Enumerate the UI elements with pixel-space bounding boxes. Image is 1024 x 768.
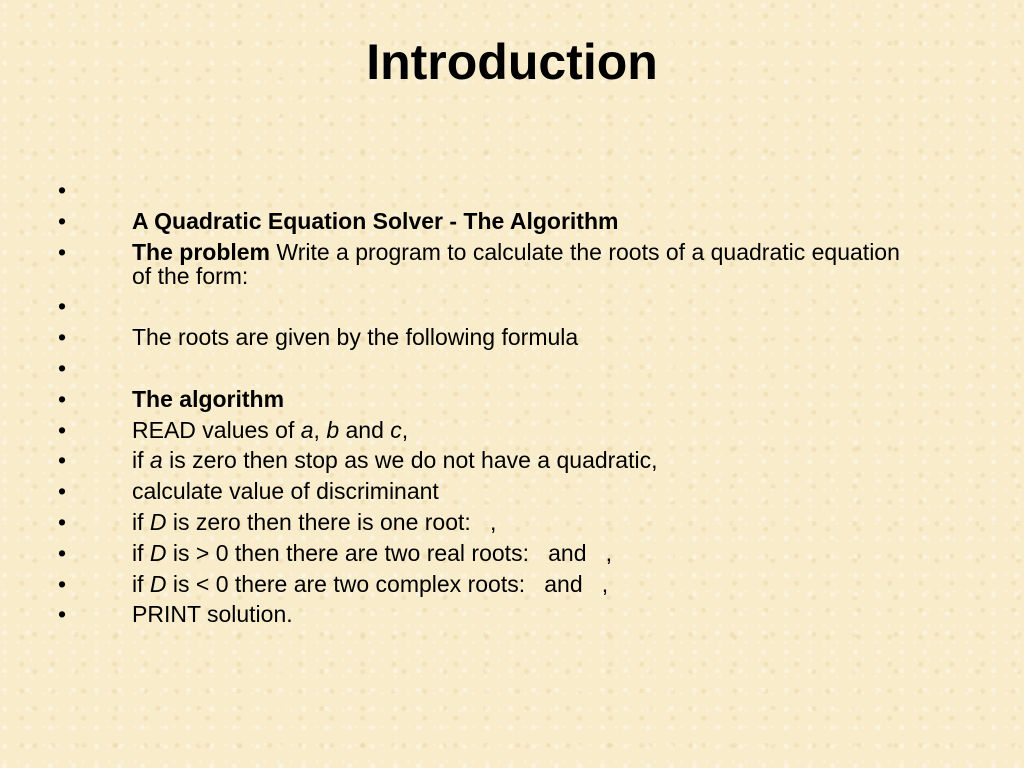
list-item [0,602,1024,626]
formula-intro-text: The roots are given by the following formula [132,324,579,351]
bullet-icon: • [58,478,67,505]
bullet-icon: • [58,293,67,320]
list-item [0,418,1024,442]
problem-label: The problem [132,238,271,265]
bullet-icon: • [58,354,67,381]
bullet-icon: • [58,539,67,566]
list-item [0,178,1024,202]
slide-title: Introduction [366,34,658,90]
list-item [0,572,1024,596]
bullet-icon: • [58,207,67,234]
list-item [0,387,1024,411]
step-text: , [313,416,327,443]
section-heading: A Quadratic Equation Solver - The Algorithm [132,207,619,234]
variable-b: b [326,416,340,443]
bullet-icon: • [58,238,67,265]
bullet-list [0,178,1024,633]
bullet-icon: • [58,385,67,412]
step-text: is zero then stop as we do not have a quadratic, [162,447,658,474]
list-item [0,325,1024,349]
variable-a: a [149,447,163,474]
bullet-icon: • [58,177,67,203]
list-item [0,294,1024,318]
list-item [0,209,1024,233]
step-text: if [132,508,150,535]
algorithm-heading: The algorithm [132,385,285,412]
step-text: is > 0 then there are two real roots: and , [166,539,613,566]
step-text: READ values of [132,416,301,443]
variable-c: c [390,416,402,443]
step-text: and [339,416,391,443]
bullet-icon: • [58,601,67,628]
step-text: calculate value of discriminant [132,478,439,505]
list-item [0,448,1024,472]
variable-d: D [149,539,167,566]
list-item [0,510,1024,534]
step-text: if [132,539,150,566]
step-text: if [132,447,150,474]
step-text: if [132,570,150,597]
bullet-icon: • [58,416,67,443]
list-item [0,240,1024,288]
bullet-icon: • [58,447,67,474]
list-item [0,356,1024,380]
step-text: is < 0 there are two complex roots: and , [166,570,609,597]
list-item [0,479,1024,503]
bullet-icon: • [58,324,67,351]
variable-d: D [149,570,167,597]
step-text: is zero then there is one root: , [166,508,497,535]
problem-text: Write a program to calculate the roots of a quadratic equation of the form: [132,238,900,289]
list-item [0,541,1024,565]
step-text: PRINT solution. [132,601,293,628]
bullet-icon: • [58,570,67,597]
step-text: , [401,416,409,443]
bullet-icon: • [58,508,67,535]
variable-d: D [149,508,167,535]
variable-a: a [300,416,314,443]
